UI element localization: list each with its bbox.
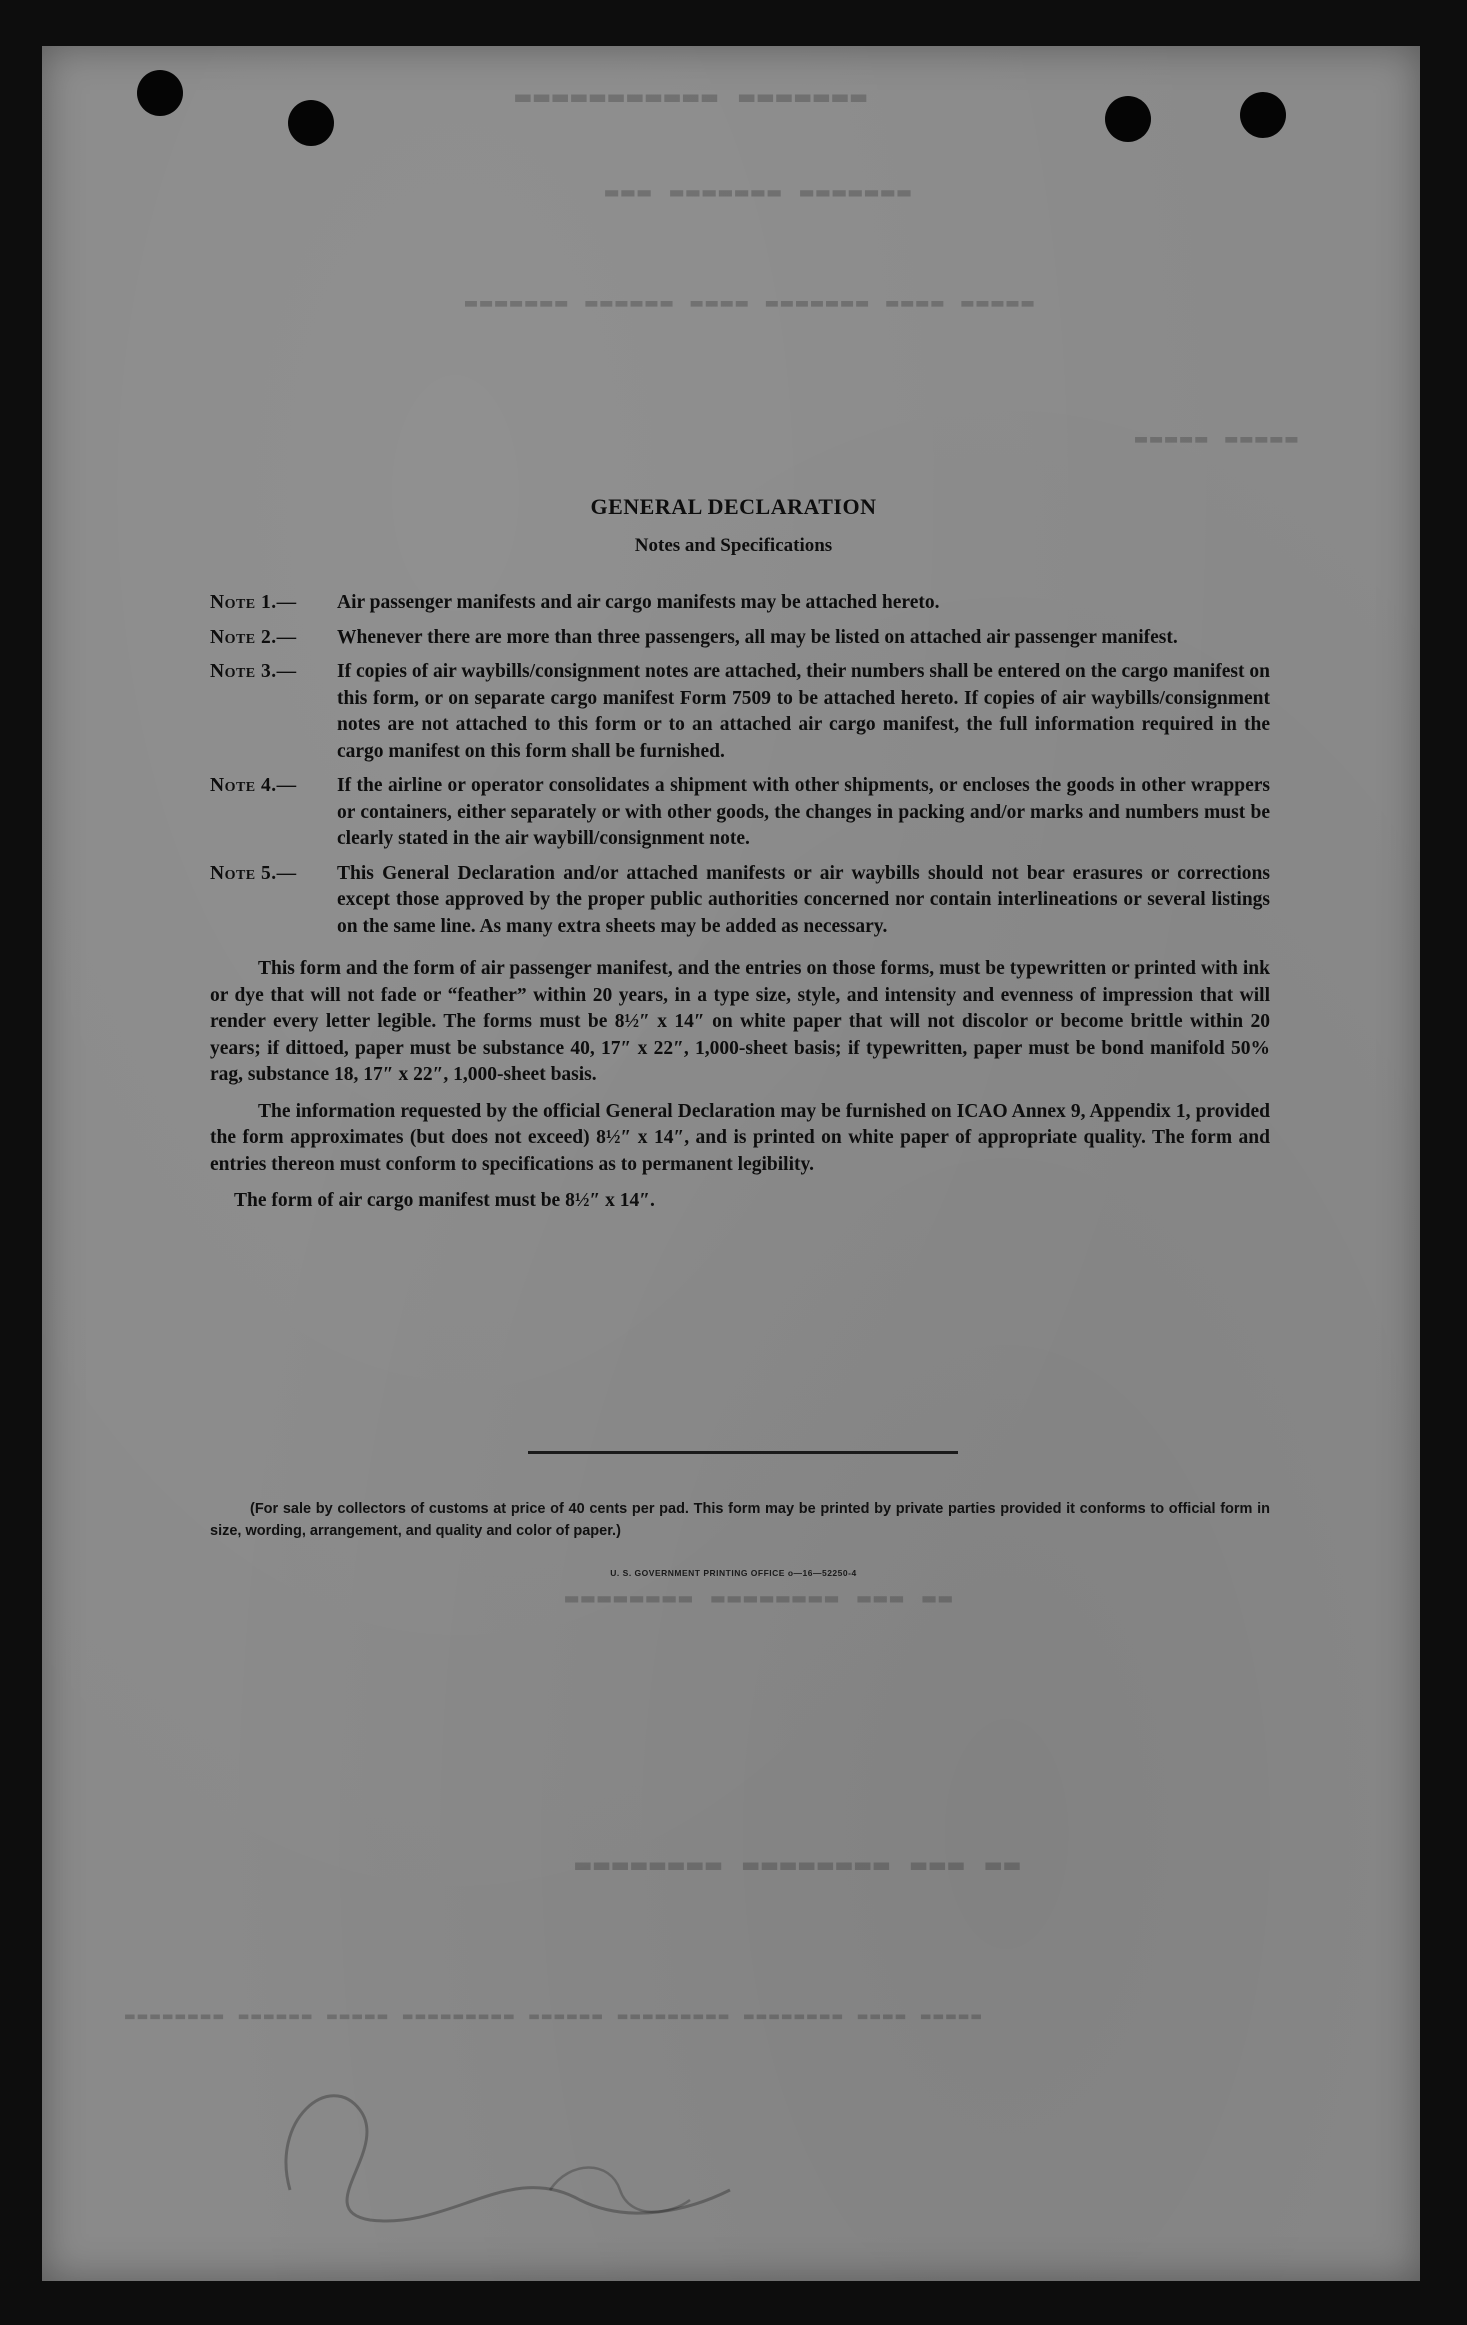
bleed-through-line-6: ▬▬▬▬▬ ▬▬▬▬ ▬▬▬▬▬▬▬▬ ▬▬▬▬▬▬▬▬▬ ▬▬▬▬▬▬ ▬▬▬▬▬▬▬▬▬ ▬▬▬▬▬ ▬▬▬▬▬▬ ▬▬▬▬▬▬▬▬ — [122, 2006, 982, 2025]
signature-scribble — [250, 2040, 770, 2240]
punch-hole-left-1 — [137, 70, 183, 116]
note-text: Air passenger manifests and air cargo manifests may be attached hereto. — [337, 592, 940, 613]
note-label: Note 5.— — [210, 862, 297, 884]
note-text: Whenever there are more than three passengers, all may be listed on attached air passenger manifest. — [337, 626, 1178, 648]
note-label: Note 4.— — [210, 775, 297, 796]
note-label: Note 2.— — [210, 626, 297, 648]
paragraph-icao: The information requested by the official General Declaration may be furnished on ICAO Annex 9, Appendix 1, provided the form approximates (but does not exceed) 8½″ x 14″, and is printed on white paper of appropriate quality. The form and entries thereon must conform to specifications as to permanent legibility. — [210, 1100, 1270, 1175]
note-5 — [210, 861, 1270, 941]
bleed-through-line-2: ▬▬▬▬▬ ▬▬▬▬ ▬▬▬▬▬▬▬ ▬▬▬▬ ▬▬▬▬▬▬ ▬▬▬▬▬▬▬ — [462, 290, 1034, 314]
note-label: Note 3.— — [210, 661, 297, 682]
printer-line: U. S. GOVERNMENT PRINTING OFFICE o—16—52250-4 — [610, 1568, 857, 1578]
note-text: This General Declaration and/or attached manifests or air waybills should not bear erasures or corrections except those approved by the proper public authorities concerned nor contain interlineations or several listings on the same line. As many extra sheets may be added as necessary. — [337, 862, 1270, 937]
notes-section — [210, 590, 1270, 1215]
bleed-through-line-4: ▬▬ ▬▬▬ ▬▬▬▬▬▬▬▬ ▬▬▬▬▬▬▬▬ — [562, 1586, 952, 1611]
note-2 — [210, 625, 1270, 652]
note-text: If the airline or operator consolidates a shipment with other shipments, or encloses the goods in other wrappers or containers, either separately or with other goods, the changes in packing and/or marks and numbers must be clearly stated in the air waybill/consignment note. — [337, 775, 1270, 849]
paragraph-legibility: This form and the form of air passenger manifest, and the entries on those forms, must be typewritten or printed with ink or dye that will not fade or “feather” within 20 years, in a type size, style, and intensity and evenness of impression that will render every letter legible. The forms must be 8½″ x 14″ on white paper that will not discolor or become brittle within 20 years; if dittoed, paper must be substance 40, 17″ x 22″, 1,000-sheet basis; if typewritten, paper must be bond manifold 50% rag, substance 18, 17″ x 22″, 1,000-sheet basis. — [210, 958, 1270, 1085]
punch-hole-right-1 — [1105, 96, 1151, 142]
punch-hole-right-2 — [1240, 92, 1286, 138]
document-subtitle: Notes and Specifications — [634, 535, 833, 556]
document-title: GENERAL DECLARATION — [590, 494, 877, 519]
bleed-through-line-1: ▬▬▬▬▬▬▬ ▬▬▬▬▬▬▬ ▬▬▬ — [602, 180, 911, 205]
bleed-through-header: ▬▬▬▬▬▬▬ ▬▬▬▬▬▬▬▬▬▬▬ — [512, 82, 867, 112]
punch-hole-left-2 — [288, 100, 334, 146]
note-1 — [210, 590, 1270, 617]
note-3 — [210, 659, 1270, 765]
bleed-through-line-3: ▬▬▬▬▬ ▬▬▬▬▬ — [1132, 426, 1298, 450]
note-label: Note 1.— — [210, 592, 297, 613]
divider-rule — [528, 1451, 958, 1454]
note-text: If copies of air waybills/consignment notes are attached, their numbers shall be entered on the cargo manifest on this form, or on separate cargo manifest Form 7509 to be attached hereto. If copies of air waybills/consignment notes are not attached to this form or to an attached air cargo manifest, the full information required in the cargo manifest on this form shall be furnished. — [337, 661, 1270, 762]
note-4 — [210, 773, 1270, 853]
bleed-through-line-5: ▬▬ ▬▬▬ ▬▬▬▬▬▬▬▬ ▬▬▬▬▬▬▬▬ — [572, 1850, 1020, 1880]
paragraph-cargo-size: The form of air cargo manifest must be 8½″ x 14″. — [234, 1190, 655, 1211]
sale-notice: (For sale by collectors of customs at price of 40 cents per pad. This form may be printed by private parties provided it conforms to official form in size, wording, arrangement, and quality and color of paper.) — [210, 1501, 1270, 1539]
